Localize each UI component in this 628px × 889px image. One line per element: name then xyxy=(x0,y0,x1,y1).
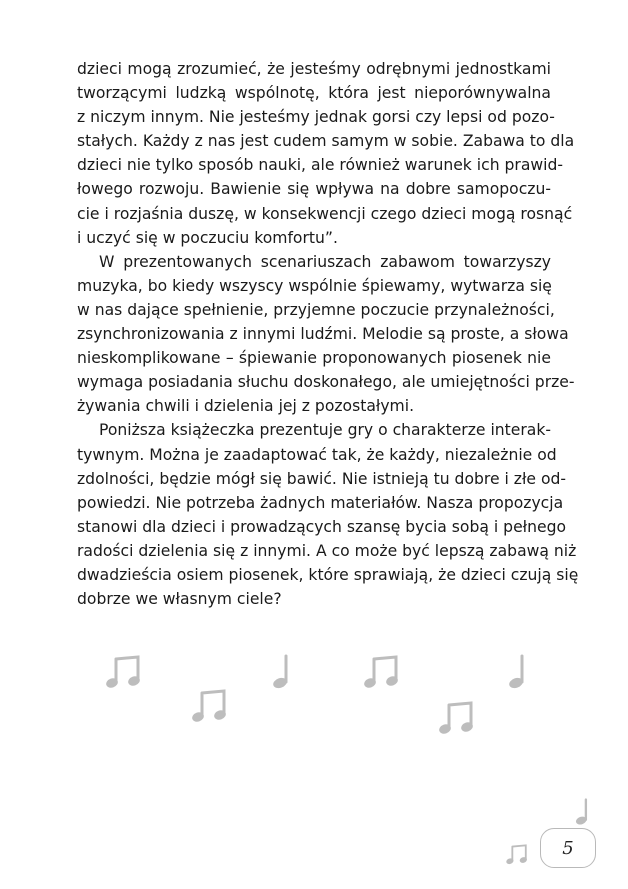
text-line: tywnym. Można je zaadaptować tak, że każdy, niezależnie od xyxy=(77,445,557,464)
text-line: dwadzieścia osiem piosenek, które sprawiają, że dzieci czują się xyxy=(77,565,579,584)
quarter-note-icon xyxy=(573,798,591,826)
text-line: radości dzielenia się z innymi. A co może być lepszą zabawą niż xyxy=(77,541,577,560)
text-line: tworzącymi ludzką wspólnotę, która jest nieporównywalna xyxy=(77,84,551,103)
quarter-note-icon xyxy=(506,654,528,690)
text-line: dobrze we własnym ciele? xyxy=(77,590,282,609)
text-line: cie i rozjaśnia duszę, w konsekwencji czego dzieci mogą rosnąć xyxy=(77,204,573,223)
beamed-eighth-notes-icon xyxy=(104,655,140,689)
text-line: stałych. Każdy z nas jest cudem samym w sobie. Zabawa to dla xyxy=(77,132,575,151)
text-line: Poniższa książeczka prezentuje gry o charakterze interak- xyxy=(99,421,551,440)
beamed-eighth-notes-icon xyxy=(437,701,473,735)
beamed-eighth-notes-icon xyxy=(362,655,398,689)
text-line: powiedzi. Nie potrzeba żadnych materiałów. Nasza propozycja xyxy=(77,493,564,512)
paragraph-2 xyxy=(77,250,575,419)
text-line: łowego rozwoju. Bawienie się wpływa na dobre samopoczu- xyxy=(77,180,551,199)
text-line: stanowi dla dzieci i prowadzących szansę bycia sobą i pełnego xyxy=(77,517,567,536)
text-line: zsynchronizowania z innymi ludźmi. Melodie są proste, a słowa xyxy=(77,325,569,344)
text-line: nieskomplikowane – śpiewanie proponowanych piosenek nie xyxy=(77,349,551,368)
text-line: W prezentowanych scenariuszach zabawom towarzyszy xyxy=(99,252,551,271)
beamed-eighth-notes-icon xyxy=(505,844,527,865)
text-line: muzyka, bo kiedy wszyscy wspólnie śpiewamy, wytwarza się xyxy=(77,276,552,295)
quarter-note-icon xyxy=(270,654,292,690)
text-line: w nas dające spełnienie, przyjemne poczucie przynależności, xyxy=(77,300,555,319)
text-line: dzieci mogą zrozumieć, że jesteśmy odrębnymi jednostkami xyxy=(77,60,551,78)
text-line: i uczyć się w poczuciu komfortu”. xyxy=(77,228,338,247)
text-line: z niczym innym. Nie jesteśmy jednak gorsi czy lepsi od pozo- xyxy=(77,108,555,127)
paragraph-3 xyxy=(77,418,579,611)
text-line: zdolności, będzie mógł się bawić. Nie istnieją tu dobre i złe od- xyxy=(77,469,567,488)
paragraph-1 xyxy=(77,57,575,250)
body-text xyxy=(77,57,579,611)
text-line: żywania chwili i dzielenia jej z pozostałymi. xyxy=(77,397,415,416)
text-line: dzieci nie tylko sposób nauki, ale również warunek ich prawid- xyxy=(77,156,564,175)
text-line: wymaga posiadania słuchu doskonałego, ale umiejętności prze- xyxy=(77,373,575,392)
page-number xyxy=(540,828,596,868)
page-number-label: 5 xyxy=(562,837,574,859)
beamed-eighth-notes-icon xyxy=(190,689,226,723)
